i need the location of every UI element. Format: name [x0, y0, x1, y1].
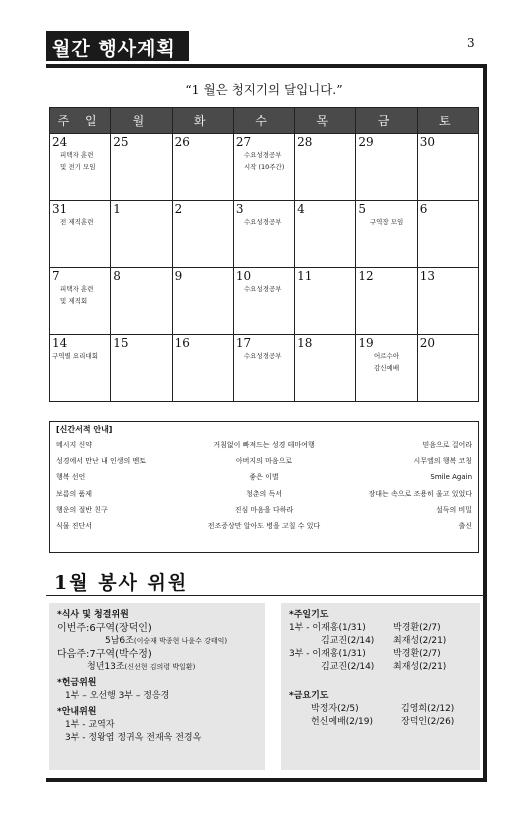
next-week-value: 7구역(박수정) — [89, 649, 152, 660]
book-row — [56, 486, 472, 502]
calendar-day-cell — [295, 268, 356, 335]
day-number: 17 — [235, 336, 252, 350]
day-number: 12 — [358, 269, 374, 283]
next-week-detail — [57, 661, 257, 674]
book-title: 믿음으로 걸어라 — [422, 441, 473, 450]
day-event: 수요성경공부 — [243, 218, 282, 226]
weekday-header: 토 — [417, 108, 478, 134]
calendar-day-cell — [111, 134, 172, 201]
volunteers-title: 1월 봉사 위원 — [54, 572, 189, 594]
calendar-day-cell — [172, 201, 233, 268]
calendar-day-cell — [111, 201, 172, 268]
calendar-day-cell — [356, 335, 417, 402]
book-title: Smile Again — [430, 473, 473, 482]
day-number: 18 — [297, 336, 313, 350]
day-event: 수요성경공부 — [243, 151, 282, 159]
day-event: 피택자 훈련 — [60, 285, 94, 293]
volunteers-right-panel — [281, 603, 480, 770]
book-title: 시무엘의 행복 코칭 — [413, 457, 473, 466]
offering-committee-heading: *헌금위원 — [57, 678, 97, 688]
calendar-day-cell — [356, 268, 417, 335]
book-row — [56, 437, 472, 453]
book-row — [56, 469, 472, 485]
meal-committee-heading: *식사 및 청결위원 — [57, 610, 129, 620]
day-number: 2 — [174, 202, 183, 216]
day-number: 16 — [174, 336, 190, 350]
calendar-day-cell — [417, 268, 478, 335]
offering-members: 1부 – 오선행 3부 – 정응경 — [65, 691, 170, 701]
sunday-prayer-heading: *주일기도 — [289, 610, 329, 620]
book-title: 메시지 신약 — [56, 441, 93, 450]
calendar-week-row — [50, 335, 479, 402]
this-week-group: 5남6조 — [105, 636, 134, 646]
calendar-day-cell — [417, 201, 478, 268]
day-event: 피택자 훈련 — [60, 151, 94, 159]
calendar-day-cell — [172, 335, 233, 402]
prayer-entry: 박정자(2/5) — [311, 704, 359, 714]
book-title: 식물 진단서 — [56, 522, 93, 531]
usher-committee-heading: *안내위원 — [57, 707, 97, 717]
weekday-header: 목 — [295, 108, 356, 134]
day-event: 전 제직훈련 — [60, 218, 94, 226]
calendar-day-cell — [50, 134, 111, 201]
day-number: 6 — [419, 202, 428, 216]
calendar-day-cell — [295, 335, 356, 402]
new-books-heading: [신간서적 안내] — [56, 425, 113, 434]
calendar-day-cell — [233, 134, 294, 201]
this-week-line — [57, 622, 257, 635]
book-title: 설득의 비밀 — [435, 505, 473, 514]
prayer-entry: 김교진(2/14) — [321, 662, 375, 672]
day-event: 어르수아 — [373, 352, 400, 360]
day-event: 구역별 요리대회 — [52, 352, 99, 360]
calendar-day-cell — [172, 268, 233, 335]
friday-prayer-heading: *금요기도 — [289, 691, 329, 701]
prayer-entry: 최재성(2/21) — [393, 662, 447, 672]
prayer-row — [289, 635, 472, 648]
calendar-day-cell — [50, 268, 111, 335]
day-event: 수요성경공부 — [243, 352, 282, 360]
weekday-header-row — [50, 108, 479, 134]
weekday-header: 주 일 — [50, 108, 111, 134]
calendar-day-cell — [233, 268, 294, 335]
day-number: 15 — [113, 336, 129, 350]
day-number: 9 — [174, 269, 183, 283]
prayer-entry: 최재성(2/21) — [393, 636, 447, 646]
day-number: 26 — [174, 135, 190, 149]
usher-line: 1부 - 교역자 — [65, 720, 115, 730]
calendar-day-cell — [172, 134, 233, 201]
monthly-theme-quote: “1 월은 청지기의 달입니다.” — [185, 82, 343, 97]
prayer-entry: 김영희(2/12) — [401, 704, 455, 714]
book-title: 청춘의 독서 — [245, 489, 283, 498]
calendar-week-row — [50, 268, 479, 335]
day-number: 1 — [113, 202, 121, 216]
day-number: 31 — [52, 202, 68, 216]
new-books-box — [49, 421, 479, 553]
next-week-members: (신선현 김의령 박일환) — [124, 663, 196, 671]
day-event: 및 전기 모임 — [60, 163, 96, 171]
book-title: 전조증상만 알아도 병을 고칠 수 있다 — [207, 522, 321, 531]
day-event: 구역장 모임 — [369, 218, 404, 226]
frame-top-rule — [46, 64, 487, 68]
day-event: 시작 (10주간) — [243, 163, 285, 171]
book-row — [56, 453, 472, 469]
calendar-day-cell — [295, 201, 356, 268]
prayer-entry: 장덕인(2/26) — [401, 717, 455, 727]
weekday-header: 금 — [356, 108, 417, 134]
prayer-entry: 박경환(2/7) — [393, 623, 441, 633]
prayer-entry: 1부 - 이재홍(1/31) — [289, 623, 366, 633]
calendar-day-cell — [233, 201, 294, 268]
prayer-entry: 박경환(2/7) — [393, 649, 441, 659]
book-title: 아버지의 마음으로 — [235, 457, 293, 466]
calendar-day-cell — [356, 201, 417, 268]
prayer-row — [289, 648, 472, 661]
this-week-detail — [57, 635, 257, 648]
day-number: 27 — [235, 135, 252, 149]
calendar-day-cell — [50, 201, 111, 268]
prayer-row — [289, 622, 472, 635]
day-number: 13 — [419, 269, 435, 283]
calendar-day-cell — [417, 134, 478, 201]
day-number: 30 — [419, 135, 435, 149]
day-number: 5 — [358, 202, 367, 216]
prayer-row — [289, 661, 472, 674]
this-week-label: 이번주: — [57, 623, 90, 634]
book-row — [56, 502, 472, 518]
usher-line: 3부 - 정왕엽 정귀옥 전재욱 전경옥 — [65, 733, 202, 743]
prayer-row — [289, 716, 472, 729]
calendar-day-cell — [356, 134, 417, 201]
book-title: 보름의 품제 — [56, 489, 93, 498]
day-number: 3 — [235, 202, 244, 216]
book-title: 행복 선언 — [56, 473, 86, 482]
prayer-entry: 3부 - 이재홍(1/31) — [289, 649, 366, 659]
calendar-day-cell — [417, 335, 478, 402]
frame-bottom-rule — [46, 778, 487, 782]
event-calendar — [49, 107, 479, 402]
day-number: 20 — [419, 336, 435, 350]
day-event: 및 제직회 — [60, 297, 88, 305]
book-title: 성경에서 만난 내 인생의 멘토 — [56, 457, 147, 466]
book-title: 출신 — [458, 522, 473, 531]
day-number: 19 — [358, 336, 374, 350]
book-title: 장대는 속으로 조용히 울고 있었다 — [368, 489, 473, 498]
volunteers-title-rule — [46, 595, 483, 596]
next-week-label: 다음주: — [57, 649, 90, 660]
this-week-members: (이승재 박종현 나윤수 강태익) — [133, 637, 228, 645]
book-row — [56, 518, 472, 534]
day-number: 24 — [52, 135, 68, 149]
day-number: 10 — [235, 269, 252, 283]
volunteers-left-panel — [49, 603, 265, 770]
next-week-group: 청년13조 — [87, 662, 125, 672]
page-number: 3 — [467, 36, 475, 50]
next-week-line — [57, 648, 257, 661]
book-title: 진심 마음을 다하라 — [234, 505, 294, 514]
page-title: 월간 행사계획 — [46, 31, 189, 61]
day-number: 8 — [113, 269, 121, 283]
weekday-header: 화 — [172, 108, 233, 134]
day-event: 감신예배 — [373, 364, 400, 372]
calendar-week-row — [50, 201, 479, 268]
day-number: 25 — [113, 135, 129, 149]
frame-right-rule — [483, 64, 487, 782]
weekday-header: 월 — [111, 108, 172, 134]
calendar-week-row — [50, 134, 479, 201]
weekday-header: 수 — [233, 108, 294, 134]
book-title: 행운의 절반 친구 — [56, 505, 108, 514]
day-event: 수요성경공부 — [243, 285, 282, 293]
day-number: 14 — [52, 336, 68, 350]
this-week-value: 6구역(장덕인) — [89, 623, 152, 634]
prayer-row — [289, 703, 472, 716]
day-number: 29 — [358, 135, 374, 149]
calendar-day-cell — [111, 268, 172, 335]
prayer-entry: 헌신예배(2/19) — [311, 717, 374, 727]
day-number: 7 — [52, 269, 60, 283]
calendar-day-cell — [233, 335, 294, 402]
book-title: 거침없이 빠져드는 성경 테마여행 — [213, 441, 315, 450]
day-number: 4 — [297, 202, 305, 216]
calendar-day-cell — [111, 335, 172, 402]
day-number: 11 — [297, 269, 313, 283]
day-number: 28 — [297, 135, 313, 149]
book-title: 좋은 이별 — [249, 473, 279, 482]
calendar-day-cell — [295, 134, 356, 201]
calendar-day-cell — [50, 335, 111, 402]
prayer-entry: 김교진(2/14) — [321, 636, 375, 646]
